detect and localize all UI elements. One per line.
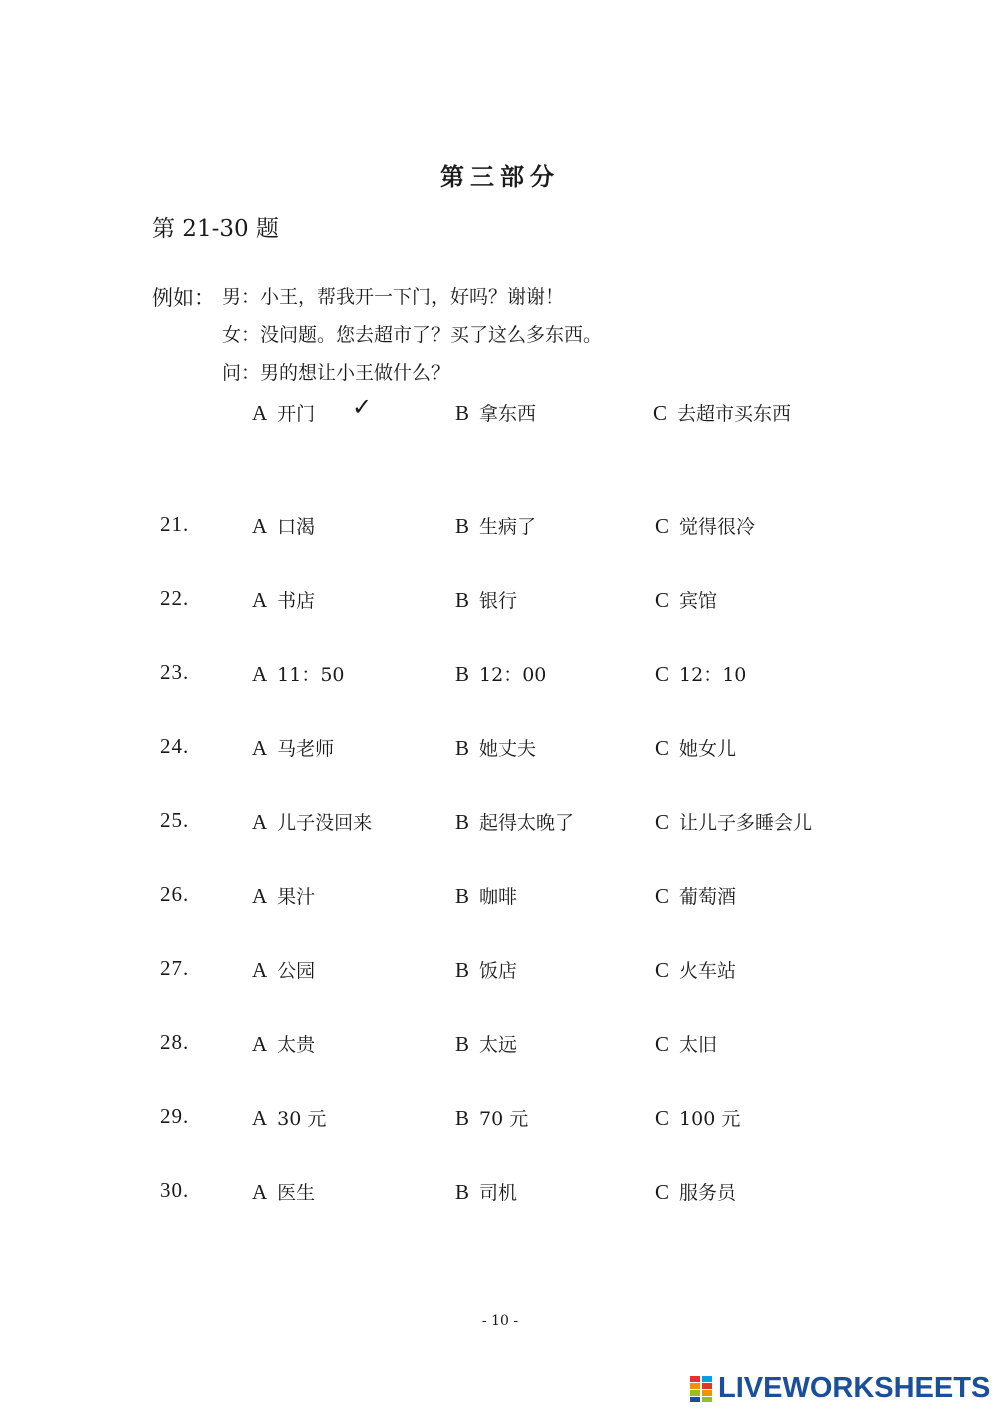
option-letter: B <box>455 1032 470 1056</box>
question-number: 21. <box>160 512 190 536</box>
example-option-c <box>653 399 791 426</box>
check-mark-icon: ✓ <box>352 393 373 421</box>
option-text: 公园 <box>277 960 316 982</box>
option-letter: C <box>655 588 670 612</box>
option-letter: A <box>252 736 268 760</box>
option-letter: A <box>252 588 268 612</box>
option-text: 口渴 <box>277 516 316 538</box>
logo-text: LIVEWORKSHEETS <box>718 1372 991 1404</box>
answer-option-b[interactable] <box>455 808 574 835</box>
option-letter: B <box>455 736 470 760</box>
answer-option-a[interactable] <box>252 660 345 687</box>
question-number: 24. <box>160 734 190 758</box>
option-letter: C <box>655 1032 670 1056</box>
answer-option-c[interactable] <box>655 882 736 909</box>
option-letter: B <box>455 662 470 686</box>
option-letter: B <box>455 1180 470 1204</box>
option-text: 太旧 <box>679 1034 718 1056</box>
option-text: 她丈夫 <box>479 738 537 760</box>
question-range: 第 21-30 题 <box>152 216 279 242</box>
answer-option-c[interactable] <box>655 1030 717 1057</box>
option-text: 她女儿 <box>679 738 737 760</box>
option-text: 饭店 <box>479 960 518 982</box>
question-number: 28. <box>160 1030 190 1054</box>
answer-option-b[interactable] <box>455 956 517 983</box>
example-line-man: 男：小王，帮我开一下门，好吗？谢谢！ <box>222 286 565 308</box>
option-letter: C <box>655 514 670 538</box>
option-letter: C <box>655 1106 670 1130</box>
option-text: 觉得很冷 <box>679 516 756 538</box>
answer-option-a[interactable] <box>252 1104 326 1131</box>
option-text: 去超市买东西 <box>677 403 792 425</box>
option-text: 司机 <box>479 1182 518 1204</box>
option-text: 马老师 <box>277 738 335 760</box>
option-text: 12：10 <box>679 664 747 686</box>
example-option-a <box>252 399 315 426</box>
answer-option-c[interactable] <box>655 956 736 983</box>
option-text: 让儿子多睡会儿 <box>679 812 813 834</box>
option-letter: A <box>252 662 268 686</box>
answer-option-a[interactable] <box>252 586 315 613</box>
option-letter: A <box>252 884 268 908</box>
answer-option-b[interactable] <box>455 512 536 539</box>
answer-option-c[interactable] <box>655 660 746 687</box>
question-number: 29. <box>160 1104 190 1128</box>
answer-option-b[interactable] <box>455 1178 517 1205</box>
option-letter: A <box>252 401 268 425</box>
option-letter: B <box>455 514 470 538</box>
question-number: 30. <box>160 1178 190 1202</box>
option-text: 太远 <box>479 1034 518 1056</box>
question-number: 22. <box>160 586 190 610</box>
option-text: 宾馆 <box>679 590 718 612</box>
option-letter: B <box>455 1106 470 1130</box>
example-option-b <box>455 399 536 426</box>
question-number: 26. <box>160 882 190 906</box>
answer-option-c[interactable] <box>655 734 736 761</box>
option-letter: A <box>252 810 268 834</box>
page-number: - 10 - <box>481 1313 519 1329</box>
answer-option-b[interactable] <box>455 586 517 613</box>
option-letter: B <box>455 884 470 908</box>
option-letter: A <box>252 1032 268 1056</box>
answer-option-a[interactable] <box>252 882 315 909</box>
question-number: 27. <box>160 956 190 980</box>
option-text: 葡萄酒 <box>679 886 737 908</box>
option-text: 果汁 <box>277 886 316 908</box>
option-text: 11：50 <box>277 664 345 686</box>
section-title: 第三部分 <box>440 162 560 191</box>
option-letter: A <box>252 958 268 982</box>
option-letter: B <box>455 588 470 612</box>
example-line-question: 问：男的想让小王做什么？ <box>222 362 451 384</box>
option-letter: C <box>653 401 668 425</box>
option-text: 起得太晚了 <box>479 812 575 834</box>
option-text: 拿东西 <box>479 403 537 425</box>
option-letter: A <box>252 1106 268 1130</box>
option-text: 咖啡 <box>479 886 518 908</box>
liveworksheets-logo <box>690 1372 990 1405</box>
answer-option-c[interactable] <box>655 586 717 613</box>
option-letter: C <box>655 736 670 760</box>
liveworksheets-icon <box>690 1376 712 1402</box>
option-text: 医生 <box>277 1182 316 1204</box>
option-text: 太贵 <box>277 1034 316 1056</box>
option-text: 100 元 <box>679 1108 741 1130</box>
option-text: 书店 <box>277 590 316 612</box>
option-text: 火车站 <box>679 960 737 982</box>
answer-option-c[interactable] <box>655 512 755 539</box>
option-letter: C <box>655 1180 670 1204</box>
option-letter: B <box>455 401 470 425</box>
option-letter: B <box>455 958 470 982</box>
answer-option-c[interactable] <box>655 1178 736 1205</box>
option-letter: C <box>655 810 670 834</box>
option-letter: B <box>455 810 470 834</box>
answer-option-a[interactable] <box>252 956 315 983</box>
option-letter: C <box>655 958 670 982</box>
question-number: 23. <box>160 660 190 684</box>
option-text: 70 元 <box>479 1108 529 1130</box>
answer-option-a[interactable] <box>252 512 315 539</box>
option-text: 银行 <box>479 590 518 612</box>
answer-option-c[interactable] <box>655 808 812 835</box>
answer-option-a[interactable] <box>252 1030 315 1057</box>
answer-option-b[interactable] <box>455 1104 528 1131</box>
option-letter: C <box>655 884 670 908</box>
answer-option-b[interactable] <box>455 660 546 687</box>
option-text: 服务员 <box>679 1182 737 1204</box>
question-number: 25. <box>160 808 190 832</box>
option-letter: A <box>252 514 268 538</box>
option-letter: C <box>655 662 670 686</box>
option-text: 30 元 <box>277 1108 327 1130</box>
option-text: 生病了 <box>479 516 537 538</box>
answer-option-b[interactable] <box>455 882 517 909</box>
option-letter: A <box>252 1180 268 1204</box>
option-text: 儿子没回来 <box>277 812 373 834</box>
answer-option-a[interactable] <box>252 808 372 835</box>
answer-option-a[interactable] <box>252 734 334 761</box>
answer-option-c[interactable] <box>655 1104 740 1131</box>
option-text: 开门 <box>277 403 316 425</box>
example-line-woman: 女：没问题。您去超市了？买了这么多东西。 <box>222 324 603 346</box>
option-text: 12：00 <box>479 664 547 686</box>
answer-option-a[interactable] <box>252 1178 315 1205</box>
answer-option-b[interactable] <box>455 1030 517 1057</box>
answer-option-b[interactable] <box>455 734 536 761</box>
example-label: 例如： <box>152 286 215 310</box>
